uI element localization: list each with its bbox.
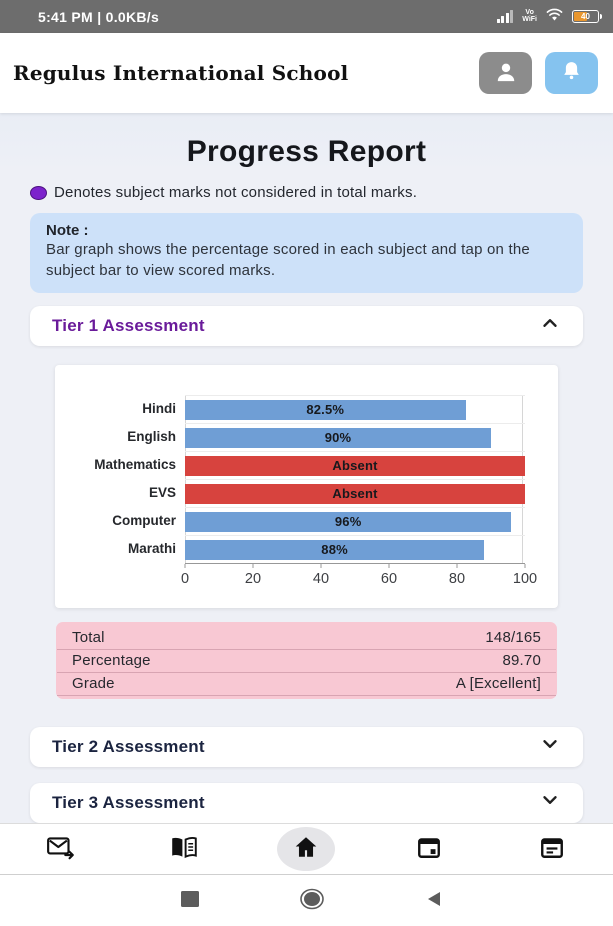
bar-value-label: Absent: [332, 486, 378, 502]
status-time-net: 5:41 PM | 0.0KB/s: [38, 8, 160, 25]
recents-square-icon: [180, 890, 200, 911]
bar-computer[interactable]: [185, 507, 525, 535]
tier3-assessment-header[interactable]: [30, 783, 583, 823]
tier1-summary-table: [56, 622, 557, 699]
bar-category-label: Hindi: [142, 401, 176, 417]
signal-bars-icon: [497, 10, 514, 23]
tier2-assessment-header[interactable]: [30, 727, 583, 767]
chart-row-mathematics: [67, 451, 558, 479]
progress-report-page: [0, 113, 613, 823]
bottom-navigation: [0, 823, 613, 874]
tier1-label: Tier 1 Assessment: [52, 315, 205, 335]
chart-x-axis: [180, 563, 538, 603]
summary-row-grade: [57, 673, 556, 696]
chevron-down-icon: [539, 789, 561, 816]
legend: [30, 184, 583, 201]
wifi-icon: [546, 8, 563, 26]
home-nav-button[interactable]: [299, 888, 325, 913]
summary-value: 89.70: [502, 651, 541, 669]
nav-home-button[interactable]: [245, 824, 368, 874]
bar-category-label: Computer: [112, 513, 176, 529]
bar-value-label: 88%: [321, 542, 348, 558]
bar-value-label: 90%: [324, 430, 352, 446]
recents-button[interactable]: [180, 890, 200, 911]
back-button[interactable]: [425, 890, 443, 911]
legend-dot-icon: [30, 186, 47, 200]
chevron-up-icon: [539, 312, 561, 339]
back-triangle-icon: [425, 890, 443, 911]
bar-category-label: Marathi: [127, 541, 176, 557]
bell-icon: [559, 59, 584, 87]
bar-evs[interactable]: [185, 479, 525, 507]
person-icon: [493, 59, 519, 88]
school-title: Regulus International School: [13, 61, 349, 85]
x-tick-label: 60: [380, 570, 398, 587]
tier1-bar-chart: [55, 365, 558, 608]
home-icon: [292, 834, 320, 863]
summary-value: A [Excellent]: [455, 674, 541, 692]
nav-calendar-button[interactable]: [368, 824, 491, 874]
x-tick-label: 40: [312, 570, 330, 587]
chart-row-marathi: [67, 535, 558, 563]
note-box: [30, 213, 583, 293]
notifications-button[interactable]: [545, 52, 598, 94]
app-header: [0, 33, 613, 113]
profile-button[interactable]: [479, 52, 532, 94]
summary-label: Percentage: [72, 651, 151, 669]
chevron-down-icon: [539, 733, 561, 760]
bar-value-label: 96%: [334, 514, 362, 530]
tier3-label: Tier 3 Assessment: [52, 792, 205, 812]
summary-value: 148/165: [485, 628, 541, 646]
vowifi-icon: Vo WiFi: [522, 9, 537, 23]
bar-value-label: Absent: [332, 458, 378, 474]
x-tick-label: 80: [448, 570, 466, 587]
android-navigation-bar: [0, 874, 613, 926]
calendar-notes-icon: [538, 834, 566, 863]
note-body: Bar graph shows the percentage scored in each subject and tap on the subject bar to view scored marks.: [46, 241, 530, 280]
chart-row-evs: [67, 479, 558, 507]
nav-messages-button[interactable]: [0, 824, 123, 874]
x-tick-label: 0: [180, 570, 190, 587]
bar-category-label: Mathematics: [94, 457, 176, 473]
book-open-icon: [169, 834, 199, 863]
summary-row-percentage: [57, 650, 556, 673]
summary-label: Total: [72, 628, 105, 646]
chart-row-computer: [67, 507, 558, 535]
x-tick-label: 100: [512, 570, 538, 587]
nav-diary-button[interactable]: [123, 824, 246, 874]
chart-row-english: [67, 423, 558, 451]
calendar-event-icon: [415, 834, 443, 863]
tier2-label: Tier 2 Assessment: [52, 736, 205, 756]
bar-hindi[interactable]: [185, 395, 525, 423]
tier1-assessment-header[interactable]: [30, 306, 583, 346]
battery-percent: 40: [581, 12, 590, 21]
home-circle-icon: [299, 888, 325, 913]
bar-category-label: English: [127, 429, 176, 445]
x-tick-label: 20: [244, 570, 262, 587]
nav-timetable-button[interactable]: [490, 824, 613, 874]
bar-category-label: EVS: [148, 485, 176, 501]
chart-row-hindi: [67, 395, 558, 423]
mail-forward-icon: [46, 834, 76, 863]
note-title: Note :: [46, 222, 89, 239]
bar-value-label: 82.5%: [306, 402, 345, 418]
bar-marathi[interactable]: [185, 535, 525, 563]
page-title: Progress Report: [186, 135, 427, 168]
legend-text: Denotes subject marks not considered in total marks.: [54, 184, 418, 201]
battery-icon: [572, 10, 599, 23]
bar-mathematics[interactable]: [185, 451, 525, 479]
status-bar: [0, 0, 613, 33]
summary-row-total: [57, 627, 556, 650]
summary-label: Grade: [72, 674, 115, 692]
bar-english[interactable]: [185, 423, 525, 451]
